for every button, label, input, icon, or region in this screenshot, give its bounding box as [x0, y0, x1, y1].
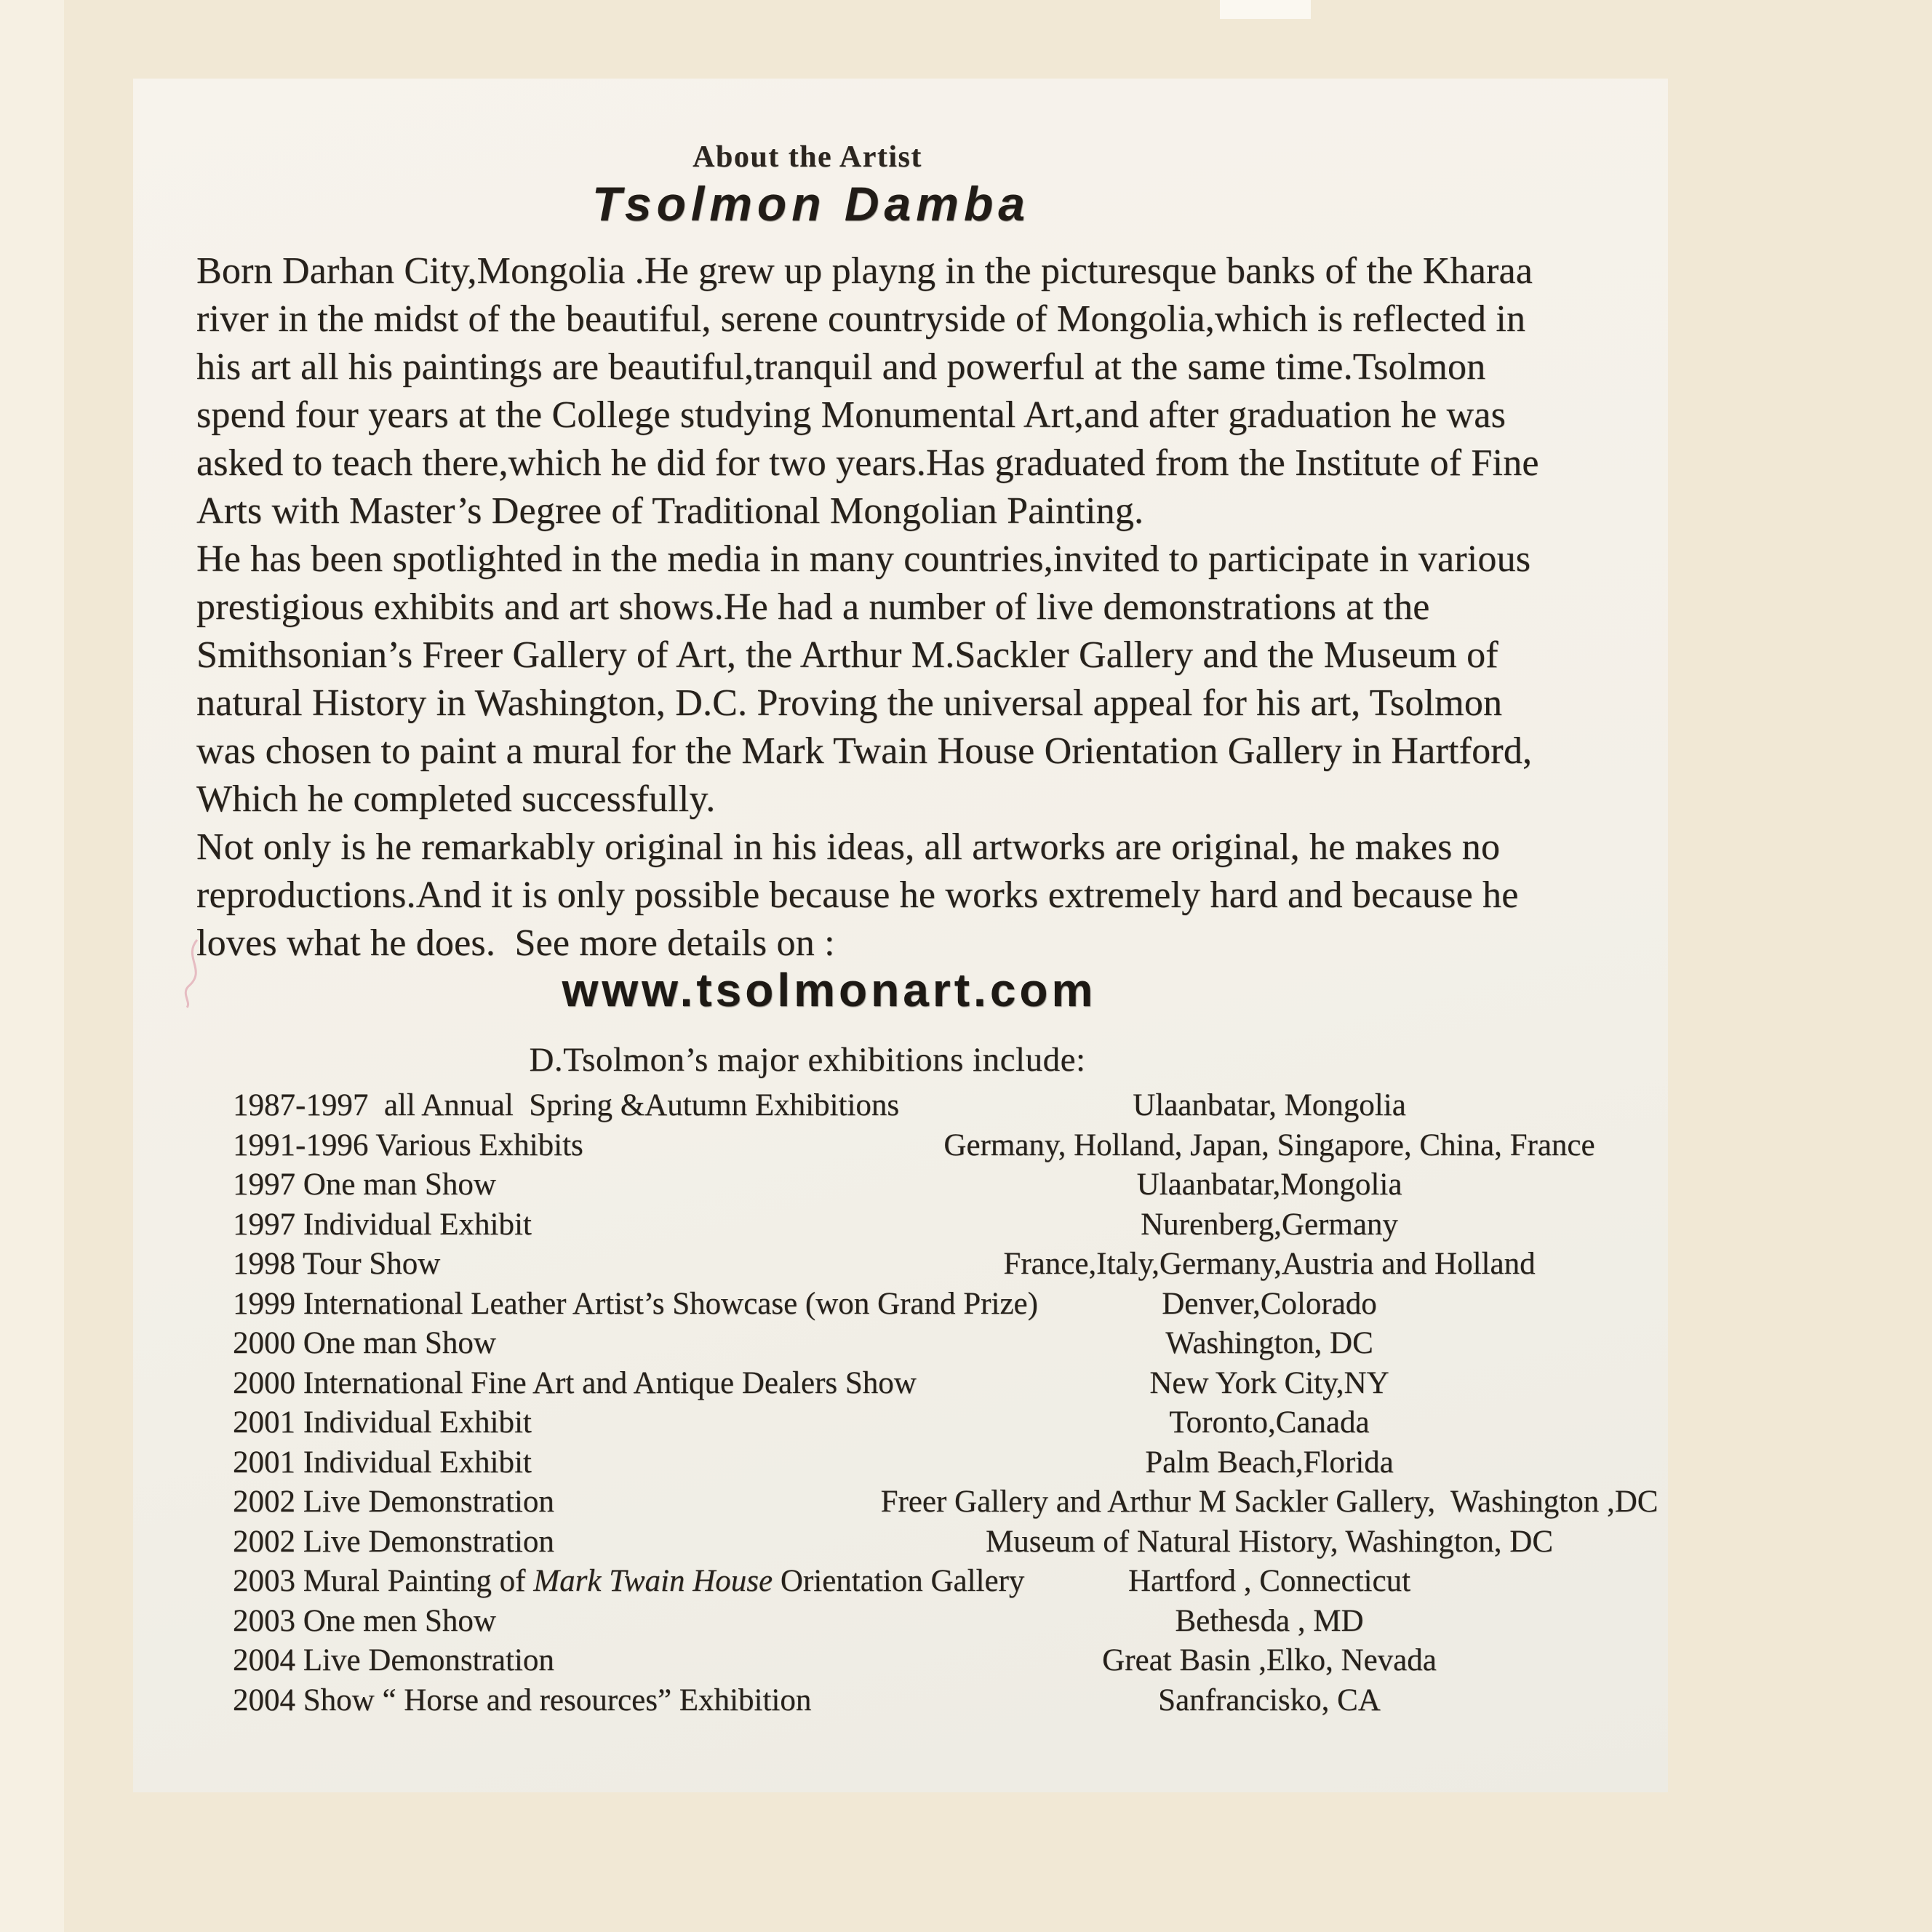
exhibition-row — [233, 1286, 1624, 1326]
exhibition-event: 2003 One men Show — [233, 1603, 496, 1638]
exhibition-event: 1997 One man Show — [233, 1167, 496, 1202]
bio-line: river in the midst of the beautiful, serene countryside of Mongolia,which is reflected in — [196, 298, 1526, 340]
bio-line: Born Darhan City,Mongolia .He grew up playng in the picturesque banks of the Kharaa — [196, 250, 1533, 292]
website-url: www.tsolmonart.com — [562, 964, 1097, 1016]
exhibition-event: 1991-1996 Various Exhibits — [233, 1127, 583, 1162]
exhibition-event: 2002 Live Demonstration — [233, 1485, 554, 1519]
exhibition-location-zone — [931, 1445, 1608, 1480]
exhibition-event: 1998 Tour Show — [233, 1247, 441, 1281]
flyer-paper — [133, 79, 1668, 1792]
exhibition-row — [233, 1642, 1624, 1682]
exhibition-row — [233, 1325, 1624, 1365]
exhibition-row — [233, 1682, 1624, 1723]
exhibition-location-zone — [931, 1563, 1608, 1599]
exhibition-location: Freer Gallery and Arthur M Sackler Gallery, Washington ,DC — [880, 1485, 1658, 1519]
exhibition-location: Great Basin ,Elko, Nevada — [1102, 1643, 1437, 1677]
pink-scan-mark — [177, 937, 213, 1010]
exhibition-location: Ulaanbatar, Mongolia — [1133, 1088, 1406, 1122]
exhibition-event: 2000 One man Show — [233, 1326, 496, 1360]
exhibition-row — [233, 1445, 1624, 1485]
exhibition-location: Museum of Natural History, Washington, DC — [985, 1524, 1554, 1559]
exhibition-location-zone — [931, 1286, 1608, 1322]
exhibition-event: 2002 Live Demonstration — [233, 1524, 554, 1559]
exhibition-location-zone — [931, 1087, 1608, 1123]
bio-line: Which he completed successfully. — [196, 778, 716, 820]
exhibition-event: 2000 International Fine Art and Antique Dealers Show — [233, 1365, 917, 1400]
bio-line: prestigious exhibits and art shows.He had a number of live demonstrations at the — [196, 586, 1430, 628]
exhibition-location: Hartford , Connecticut — [1127, 1564, 1411, 1598]
biography-text — [196, 247, 1539, 967]
exhibition-location-zone — [931, 1682, 1608, 1718]
exhibition-location: Germany, Holland, Japan, Singapore, China, France — [943, 1127, 1595, 1162]
exhibition-event: 2003 Mural Painting of Mark Twain House Orientation Gallery — [233, 1564, 1025, 1598]
artist-name-title: Tsolmon Damba — [592, 177, 1030, 231]
exhibition-row — [233, 1167, 1624, 1207]
exhibition-event: 2001 Individual Exhibit — [233, 1445, 532, 1480]
exhibition-row — [233, 1405, 1624, 1445]
exhibition-row — [233, 1484, 1658, 1524]
bio-line: Smithsonian’s Freer Gallery of Art, the Arthur M.Sackler Gallery and the Museum of — [196, 634, 1498, 676]
exhibition-location-zone — [931, 1365, 1608, 1401]
bio-line: his art all his paintings are beautiful,tranquil and powerful at the same time.Tsolmon — [196, 346, 1486, 388]
exhibition-row — [233, 1603, 1624, 1643]
exhibition-location: Denver,Colorado — [1162, 1286, 1377, 1321]
exhibition-location: Toronto,Canada — [1169, 1405, 1370, 1440]
exhibition-location-zone — [931, 1127, 1608, 1163]
scan-edge-strip — [0, 0, 64, 1932]
scan-white-notch — [1220, 0, 1311, 19]
bio-line: natural History in Washington, D.C. Proving the universal appeal for his art, Tsolmon — [196, 682, 1503, 724]
exhibitions-list — [233, 1087, 1658, 1722]
exhibition-location: Washington, DC — [1165, 1326, 1373, 1360]
exhibition-location-zone — [931, 1405, 1608, 1440]
exhibition-row — [233, 1524, 1624, 1564]
bio-line: Arts with Master’s Degree of Traditional Mongolian Painting. — [196, 490, 1144, 532]
bio-line: He has been spotlighted in the media in many countries,invited to participate in various — [196, 538, 1531, 580]
exhibition-event: 1997 Individual Exhibit — [233, 1207, 532, 1242]
exhibition-event: 1987-1997 all Annual Spring &Autumn Exhibitions — [233, 1088, 900, 1122]
exhibition-event: 1999 International Leather Artist’s Showcase (won Grand Prize) — [233, 1286, 1038, 1321]
exhibition-location-zone — [931, 1207, 1608, 1242]
exhibition-event: 2001 Individual Exhibit — [233, 1405, 532, 1440]
bio-line: asked to teach there,which he did for two years.Has graduated from the Institute of Fine — [196, 442, 1539, 484]
exhibition-location: New York City,NY — [1149, 1365, 1389, 1400]
exhibition-location: Bethesda , MD — [1175, 1603, 1364, 1638]
exhibition-row — [233, 1365, 1624, 1405]
exhibition-row — [233, 1127, 1624, 1167]
exhibition-event: 2004 Show “ Horse and resources” Exhibition — [233, 1682, 812, 1717]
bio-line: was chosen to paint a mural for the Mark Twain House Orientation Gallery in Hartford, — [196, 730, 1533, 772]
exhibition-location-zone — [931, 1325, 1608, 1361]
exhibition-location: Nurenberg,Germany — [1141, 1207, 1398, 1242]
exhibition-row — [233, 1087, 1624, 1127]
exhibition-location-zone — [931, 1524, 1608, 1560]
bio-line: loves what he does. See more details on : — [196, 922, 835, 964]
exhibition-event-italic: Mark Twain House — [533, 1564, 773, 1598]
exhibitions-heading: D.Tsolmon’s major exhibitions include: — [529, 1041, 1086, 1079]
exhibition-row — [233, 1246, 1624, 1286]
exhibition-location: Sanfrancisko, CA — [1158, 1682, 1381, 1717]
bio-line: Not only is he remarkably original in his ideas, all artworks are original, he makes no — [196, 826, 1501, 868]
exhibition-location: Palm Beach,Florida — [1145, 1445, 1394, 1480]
exhibition-location-zone — [931, 1246, 1608, 1282]
exhibition-row — [233, 1563, 1624, 1603]
exhibition-location-zone — [931, 1167, 1608, 1202]
bio-line: spend four years at the College studying Monumental Art,and after graduation he was — [196, 394, 1506, 436]
about-the-artist-label: About the Artist — [692, 140, 922, 174]
exhibition-row — [233, 1207, 1624, 1247]
exhibition-location-zone — [931, 1603, 1608, 1639]
exhibition-location: Ulaanbatar,Mongolia — [1136, 1167, 1402, 1202]
exhibition-location-zone — [931, 1642, 1608, 1678]
bio-line: reproductions.And it is only possible because he works extremely hard and because he — [196, 874, 1519, 916]
exhibition-event: 2004 Live Demonstration — [233, 1643, 554, 1677]
exhibition-location: France,Italy,Germany,Austria and Holland — [1003, 1247, 1536, 1281]
exhibition-location-zone — [880, 1484, 1658, 1520]
